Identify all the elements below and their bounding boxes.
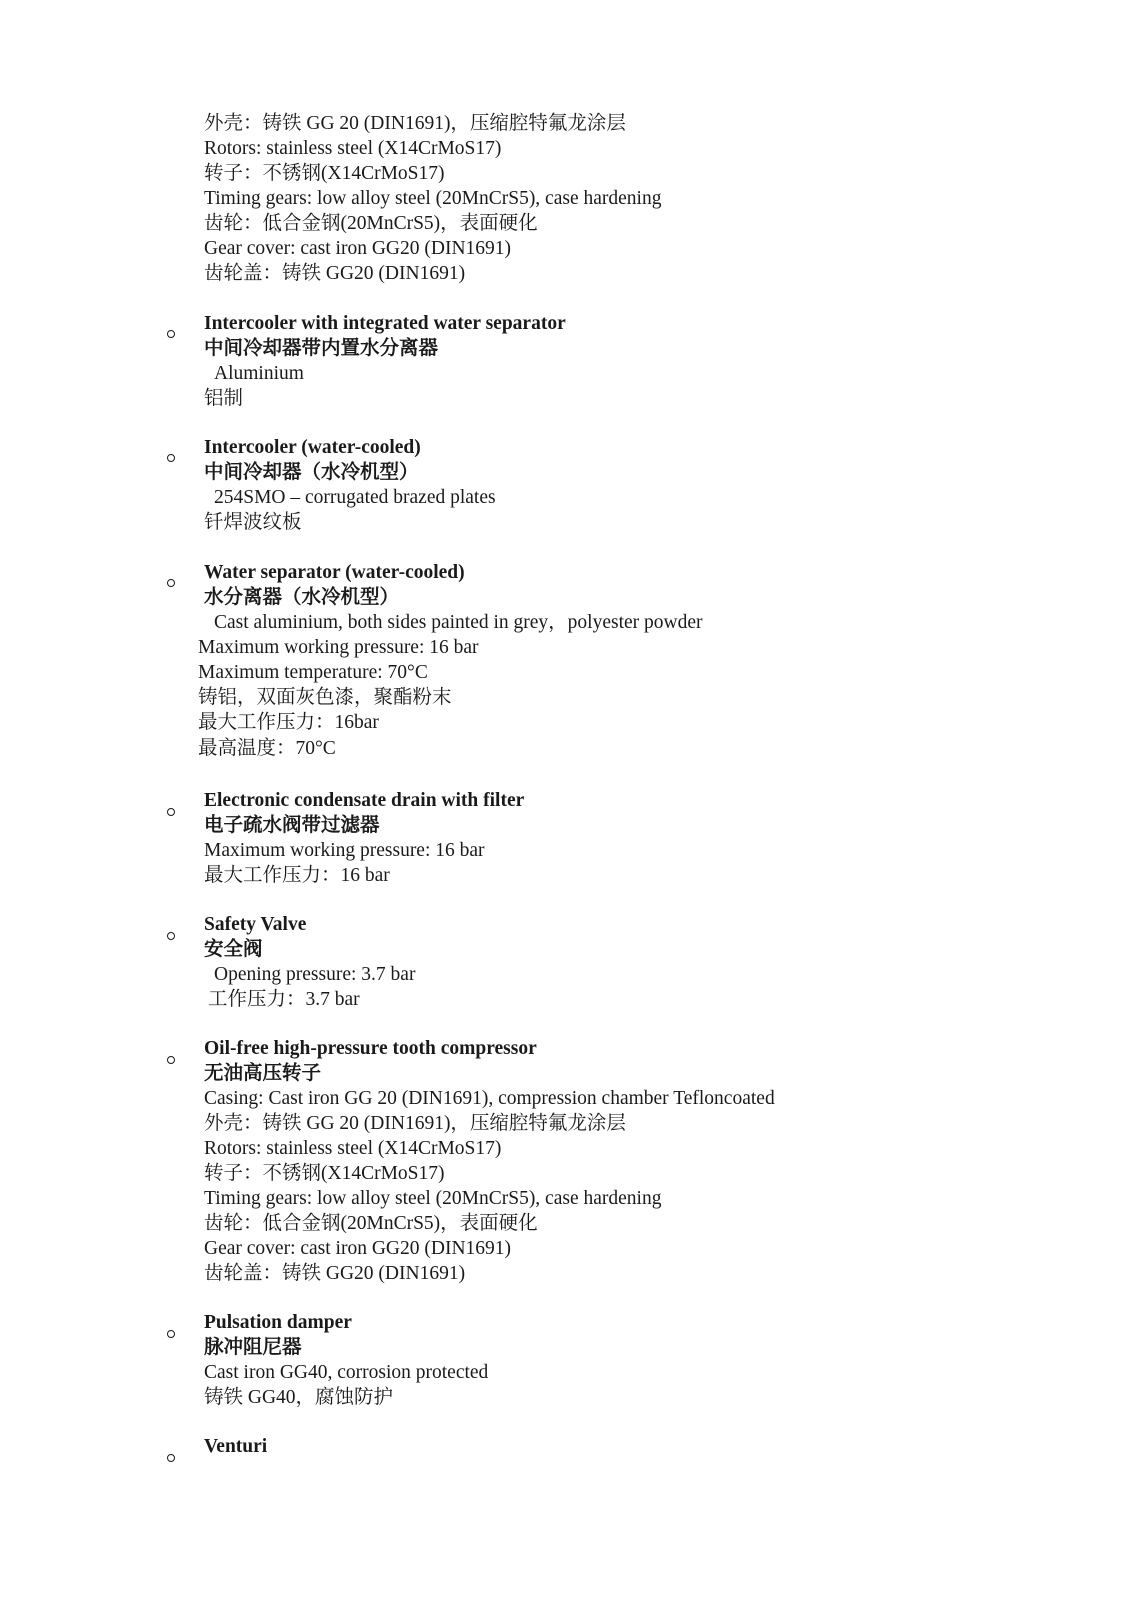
text-line: Gear cover: cast iron GG20 (DIN1691) — [204, 238, 512, 259]
section-heading-cn: 电子疏水阀带过滤器 — [204, 815, 380, 836]
bullet-icon — [167, 808, 175, 816]
text-line: 254SMO – corrugated brazed plates — [214, 487, 496, 508]
text-line: 齿轮：低合金钢(20MnCrS5)，表面硬化 — [204, 213, 538, 234]
section-heading: Electronic condensate drain with filter — [204, 790, 525, 811]
bullet-icon — [167, 330, 175, 338]
text-line: 齿轮盖：铸铁 GG20 (DIN1691) — [204, 263, 466, 284]
section-heading-cn: 中间冷却器带内置水分离器 — [204, 338, 439, 359]
bullet-icon — [167, 932, 175, 940]
section-heading-cn: 无油高压转子 — [204, 1063, 322, 1084]
text-line: Gear cover: cast iron GG20 (DIN1691) — [204, 1238, 512, 1259]
text-line: 工作压力：3.7 bar — [208, 989, 360, 1010]
text-line: Aluminium — [214, 363, 304, 384]
text-line: Maximum temperature: 70°C — [198, 662, 428, 683]
section-heading-cn: 水分离器（水冷机型） — [204, 587, 400, 608]
section-heading: Intercooler with integrated water separator — [204, 313, 566, 334]
text-line: Cast iron GG40, corrosion protected — [204, 1362, 489, 1383]
text-line: 最高温度：70°C — [198, 738, 336, 759]
section-heading-cn: 安全阀 — [204, 939, 263, 960]
text-line: Timing gears: low alloy steel (20MnCrS5), case hardening — [204, 1188, 662, 1209]
section-heading: Water separator (water-cooled) — [204, 562, 465, 583]
bullet-icon — [167, 1330, 175, 1338]
section-heading: Pulsation damper — [204, 1312, 352, 1333]
bullet-icon — [167, 1056, 175, 1064]
section-heading-cn: 脉冲阻尼器 — [204, 1337, 302, 1358]
text-line: 齿轮盖：铸铁 GG20 (DIN1691) — [204, 1263, 466, 1284]
text-line: 最大工作压力：16 bar — [204, 865, 390, 886]
section-heading: Safety Valve — [204, 914, 307, 935]
text-line: Cast aluminium, both sides painted in grey，polyester powder — [214, 612, 703, 633]
text-line: 铸铝，双面灰色漆，聚酯粉末 — [198, 687, 452, 708]
text-line: Casing: Cast iron GG 20 (DIN1691), compression chamber Tefloncoated — [204, 1088, 775, 1109]
text-line: Opening pressure: 3.7 bar — [214, 964, 416, 985]
text-line: Timing gears: low alloy steel (20MnCrS5), case hardening — [204, 188, 662, 209]
bullet-icon — [167, 579, 175, 587]
text-line: Rotors: stainless steel (X14CrMoS17) — [204, 1138, 502, 1159]
text-line: 外壳：铸铁 GG 20 (DIN1691)，压缩腔特氟龙涂层 — [204, 1113, 626, 1134]
text-line: 齿轮：低合金钢(20MnCrS5)，表面硬化 — [204, 1213, 538, 1234]
text-line: 铸铁 GG40，腐蚀防护 — [204, 1387, 394, 1408]
section-heading: Intercooler (water-cooled) — [204, 437, 421, 458]
text-line: Maximum working pressure: 16 bar — [198, 637, 479, 658]
text-line: 最大工作压力：16bar — [198, 712, 379, 733]
section-heading: Oil-free high-pressure tooth compressor — [204, 1038, 537, 1059]
section-heading: Venturi — [204, 1436, 268, 1457]
text-line: 钎焊波纹板 — [204, 512, 302, 533]
bullet-icon — [167, 454, 175, 462]
text-line: 铝制 — [204, 388, 244, 409]
text-line: 外壳：铸铁 GG 20 (DIN1691)，压缩腔特氟龙涂层 — [204, 113, 626, 134]
text-line: 转子：不锈钢(X14CrMoS17) — [204, 163, 445, 184]
text-line: Rotors: stainless steel (X14CrMoS17) — [204, 138, 502, 159]
section-heading-cn: 中间冷却器（水冷机型） — [204, 462, 419, 483]
text-line: 转子：不锈钢(X14CrMoS17) — [204, 1163, 445, 1184]
bullet-icon — [167, 1454, 175, 1462]
text-line: Maximum working pressure: 16 bar — [204, 840, 485, 861]
